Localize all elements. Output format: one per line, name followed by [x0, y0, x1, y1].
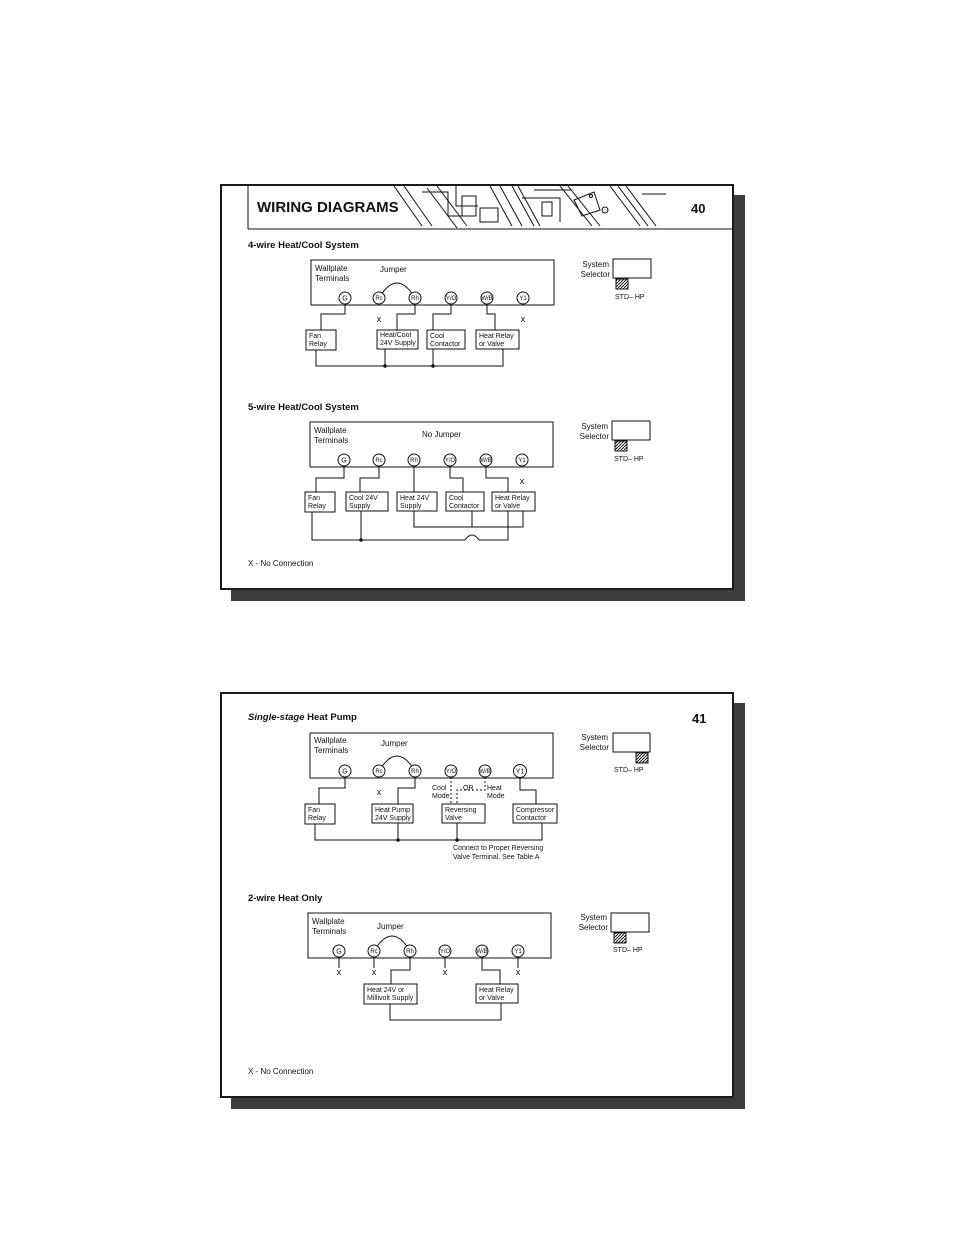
- svg-text:G: G: [342, 768, 348, 776]
- svg-text:G: G: [336, 948, 342, 956]
- junction-dot: [359, 538, 363, 542]
- svg-text:Heat 24V: Heat 24V: [400, 495, 430, 502]
- svg-text:Rh: Rh: [406, 949, 414, 955]
- svg-text:W/B: W/B: [479, 769, 491, 775]
- svg-text:or Valve: or Valve: [479, 341, 505, 348]
- device-reversing-valve: [442, 804, 485, 823]
- svg-text:G: G: [342, 295, 348, 303]
- reversing-valve-note-line1: Connect to Proper Reversing: [453, 845, 544, 852]
- wire-stubs-unused: [339, 957, 518, 968]
- junction-dot: [455, 838, 459, 842]
- svg-text:Relay: Relay: [308, 503, 326, 510]
- svg-text:Contactor: Contactor: [449, 503, 480, 510]
- jumper-label: Jumper: [380, 265, 407, 274]
- svg-text:W/B: W/B: [476, 949, 488, 955]
- terminal-y1: [517, 292, 529, 304]
- diagram-heat-pump: [248, 712, 650, 861]
- terminal-y1: [516, 454, 528, 466]
- terminal-yo: [445, 292, 457, 304]
- no-connection-mark-y1: x: [520, 314, 526, 324]
- device-heat-relay: [492, 492, 535, 511]
- selector-label-line2: Selector: [580, 270, 610, 279]
- selector-position-std: [615, 441, 627, 451]
- terminal-g: [339, 765, 351, 777]
- page-41: [220, 692, 734, 1098]
- reversing-valve-note-line2: Valve Terminal. See Table A: [453, 854, 540, 861]
- svg-text:Heat Relay: Heat Relay: [479, 333, 514, 340]
- no-connection-mark-rc: x: [376, 787, 382, 797]
- selector-std-hp-label: STD– HP: [614, 456, 644, 463]
- svg-text:Relay: Relay: [308, 815, 326, 822]
- footnote: X - No Connection: [248, 559, 314, 568]
- svg-text:Valve: Valve: [445, 815, 462, 822]
- footnote: X - No Connection: [248, 1067, 314, 1076]
- svg-text:Y1: Y1: [515, 768, 525, 776]
- page-number: 41: [692, 711, 707, 726]
- terminal-rc: [373, 292, 385, 304]
- device-fan-relay: [305, 492, 335, 512]
- wallplate-label-line2: Terminals: [315, 274, 350, 283]
- svg-text:Y/O: Y/O: [445, 296, 457, 302]
- selector-label-line2: Selector: [579, 432, 609, 441]
- svg-text:Y/O: Y/O: [439, 949, 451, 955]
- no-jumper-label: No Jumper: [422, 430, 462, 439]
- no-connection-mark-rc: x: [376, 314, 382, 324]
- terminal-rc: [373, 454, 385, 466]
- terminal-y1: [512, 945, 524, 957]
- device-heat-supply: [364, 984, 417, 1004]
- terminal-g: [339, 292, 351, 304]
- svg-text:W/B: W/B: [480, 458, 492, 464]
- terminal-rc: [373, 765, 385, 777]
- svg-text:Contactor: Contactor: [430, 341, 461, 348]
- junction-dot: [431, 364, 435, 368]
- svg-text:Y1: Y1: [518, 458, 526, 464]
- selector-label-line2: Selector: [578, 923, 608, 932]
- svg-text:Compressor: Compressor: [516, 807, 555, 814]
- system-selector-switch[interactable]: [612, 421, 650, 440]
- wire-wb: [487, 304, 495, 330]
- terminal-rh: [404, 945, 416, 957]
- page-40-canvas: [222, 186, 732, 588]
- svg-text:Cool 24V: Cool 24V: [349, 495, 378, 502]
- diagram-2-wire: [248, 893, 649, 1020]
- svg-text:Cool: Cool: [449, 495, 464, 502]
- svg-text:Heat Relay: Heat Relay: [495, 495, 530, 502]
- wire-rh: [391, 957, 410, 984]
- svg-text:Heat 24V or: Heat 24V or: [367, 987, 405, 994]
- svg-text:Y/O: Y/O: [445, 769, 457, 775]
- terminal-wb: [479, 765, 491, 777]
- system-selector-switch[interactable]: [613, 733, 650, 752]
- terminal-rh: [409, 765, 421, 777]
- wire-wb: [482, 957, 500, 984]
- page-header: [248, 186, 732, 229]
- svg-text:or Valve: or Valve: [479, 995, 505, 1002]
- svg-text:or Valve: or Valve: [495, 503, 521, 510]
- wire-yo: [450, 466, 463, 492]
- wire-rh: [397, 304, 415, 330]
- no-connection-mark-yo: x: [442, 967, 448, 977]
- page-number: 40: [691, 201, 706, 216]
- device-heat-relay: [476, 984, 518, 1003]
- wallplate-label-line2: Terminals: [314, 746, 349, 755]
- no-connection-mark-g: x: [336, 967, 342, 977]
- cool-mode-label-line2: Mode: [432, 793, 450, 800]
- device-cool-supply: [346, 492, 388, 511]
- selector-label-line1: System: [582, 260, 609, 269]
- terminal-g: [338, 454, 350, 466]
- terminal-g: [333, 945, 345, 957]
- wallplate-label-line2: Terminals: [312, 927, 347, 936]
- svg-text:Rh: Rh: [411, 769, 419, 775]
- page-40: [220, 184, 734, 590]
- selector-label-line1: System: [581, 733, 608, 742]
- svg-text:Rh: Rh: [411, 296, 419, 302]
- diagram-heading: 5-wire Heat/Cool System: [248, 402, 359, 413]
- terminal-wb: [476, 945, 488, 957]
- terminal-yo: [439, 945, 451, 957]
- svg-text:Y/O: Y/O: [444, 458, 456, 464]
- wire-y1: [520, 778, 536, 804]
- svg-text:Rc: Rc: [375, 458, 383, 464]
- wire-g: [316, 466, 344, 492]
- svg-text:Y1: Y1: [519, 296, 527, 302]
- selector-position-std: [614, 933, 626, 943]
- selector-label-line1: System: [581, 422, 608, 431]
- svg-text:Fan: Fan: [308, 495, 321, 502]
- svg-text:Y1: Y1: [514, 949, 522, 955]
- device-heat-pump-supply: [372, 804, 413, 823]
- selector-label-line1: System: [580, 913, 607, 922]
- junction-dot: [383, 364, 387, 368]
- system-selector-switch[interactable]: [611, 913, 649, 932]
- wallplate-label-line1: Wallplate: [314, 426, 347, 435]
- svg-text:Heat Relay: Heat Relay: [479, 987, 514, 994]
- device-heat-relay: [476, 330, 519, 349]
- svg-text:Rc: Rc: [375, 296, 383, 302]
- selector-std-hp-label: STD– HP: [614, 767, 644, 774]
- svg-text:Heat Pump: Heat Pump: [375, 807, 411, 814]
- wallplate-label-line1: Wallplate: [315, 264, 348, 273]
- diagram-heading: 2-wire Heat Only: [248, 893, 323, 904]
- terminal-wb: [480, 454, 492, 466]
- svg-text:Fan: Fan: [309, 333, 322, 340]
- jumper-label: Jumper: [377, 922, 404, 931]
- device-compressor-contactor: [513, 804, 557, 823]
- wire-rh: [398, 777, 415, 804]
- device-fan-relay: [306, 330, 336, 350]
- wallplate-label-line1: Wallplate: [312, 917, 345, 926]
- svg-text:G: G: [341, 457, 347, 465]
- header-circuit-art: [394, 186, 666, 228]
- svg-text:Rc: Rc: [375, 769, 383, 775]
- svg-text:Fan: Fan: [308, 807, 321, 814]
- svg-text:24V Supply: 24V Supply: [380, 340, 416, 347]
- svg-text:Rh: Rh: [410, 458, 418, 464]
- system-selector-switch[interactable]: [613, 259, 651, 278]
- wire-common-return: [315, 823, 542, 840]
- wallplate-label-line2: Terminals: [314, 436, 349, 445]
- terminal-y1: [514, 765, 527, 778]
- svg-text:Relay: Relay: [309, 341, 327, 348]
- svg-text:Contactor: Contactor: [516, 815, 547, 822]
- svg-text:Heat/Cool: Heat/Cool: [380, 332, 412, 339]
- selector-std-hp-label: STD– HP: [615, 294, 645, 301]
- device-cool-contactor: [427, 330, 465, 349]
- selector-std-hp-label: STD– HP: [613, 947, 643, 954]
- no-connection-mark-rc: x: [371, 967, 377, 977]
- svg-text:W/B: W/B: [481, 296, 493, 302]
- diagram-heading: 4-wire Heat/Cool System: [248, 240, 359, 251]
- wire-rc: [360, 466, 379, 492]
- terminal-yo: [444, 454, 456, 466]
- svg-text:Rc: Rc: [370, 949, 378, 955]
- svg-text:Supply: Supply: [349, 503, 371, 510]
- terminal-rh: [409, 292, 421, 304]
- device-fan-relay: [305, 804, 335, 824]
- selector-label-line2: Selector: [579, 743, 609, 752]
- svg-text:Cool: Cool: [430, 333, 445, 340]
- wire-return: [390, 1003, 501, 1020]
- wire-wb: [486, 466, 508, 492]
- terminal-yo: [445, 765, 457, 777]
- selector-position-std: [616, 279, 628, 289]
- svg-text:24V Supply: 24V Supply: [375, 815, 411, 822]
- selector-position-hp: [636, 753, 648, 763]
- device-heat-supply: [397, 492, 437, 511]
- terminal-rc: [368, 945, 380, 957]
- device-heat-cool-supply: [377, 330, 418, 349]
- wire-yo: [433, 304, 451, 330]
- heat-mode-label-line1: Heat: [487, 785, 502, 792]
- svg-text:Reversing: Reversing: [445, 807, 477, 814]
- wallplate-label-line1: Wallplate: [314, 736, 347, 745]
- wire-g: [319, 777, 345, 804]
- page-41-canvas: [222, 694, 732, 1096]
- diagram-heading: Single-stage Heat Pump: [248, 712, 357, 723]
- jumper-label: Jumper: [381, 739, 408, 748]
- svg-text:Supply: Supply: [400, 503, 422, 510]
- svg-text:Millivolt Supply: Millivolt Supply: [367, 995, 414, 1002]
- wire-common-taps: [398, 823, 457, 840]
- terminal-wb: [481, 292, 493, 304]
- terminal-rh: [408, 454, 420, 466]
- diagram-5-wire: [248, 402, 650, 542]
- wire-common-return: [316, 349, 503, 366]
- device-cool-contactor: [446, 492, 484, 511]
- wire-g: [321, 304, 345, 330]
- no-connection-mark-y1: x: [519, 476, 525, 486]
- cool-mode-label-line1: Cool: [432, 785, 447, 792]
- page-title: WIRING DIAGRAMS: [257, 199, 399, 216]
- wire-return-heat: [414, 511, 523, 527]
- wire-return-cool: [312, 511, 508, 540]
- junction-dot: [396, 838, 400, 842]
- diagram-4-wire: [248, 240, 651, 368]
- or-label: OR: [463, 785, 474, 792]
- heat-mode-label-line2: Mode: [487, 793, 505, 800]
- wire-common-taps: [385, 349, 433, 366]
- no-connection-mark-y1: x: [515, 967, 521, 977]
